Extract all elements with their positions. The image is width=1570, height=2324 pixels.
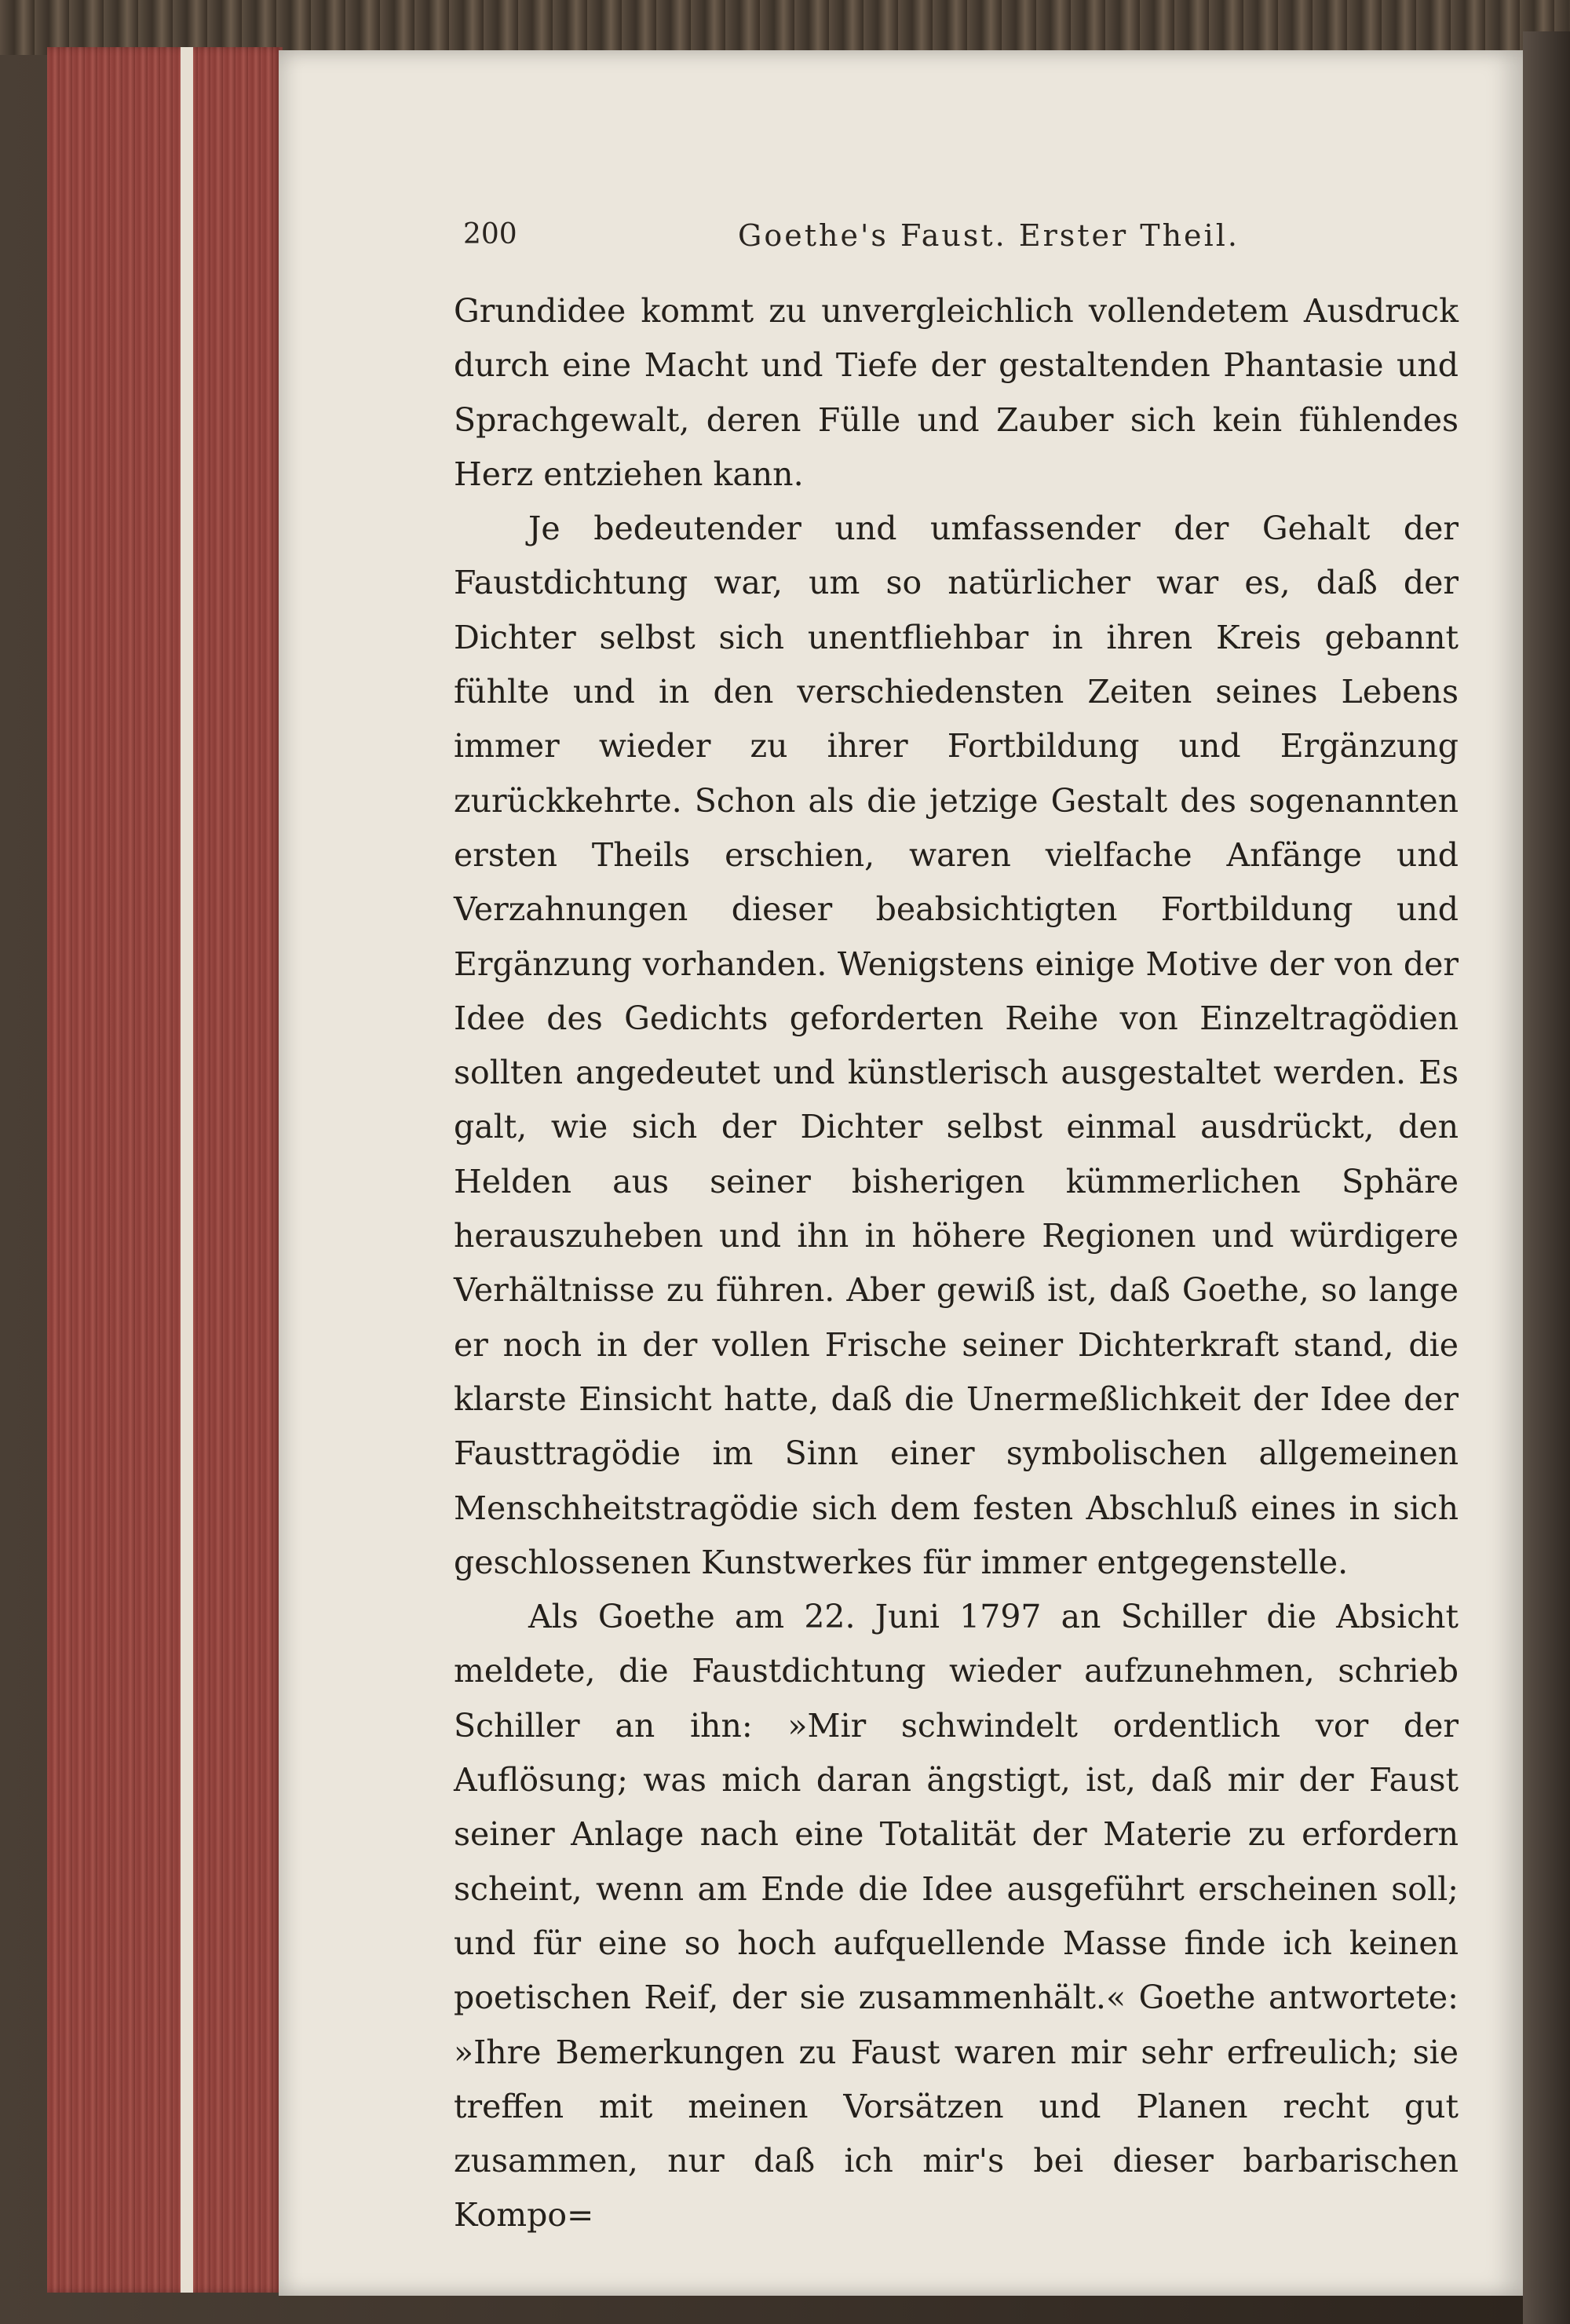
paragraph: Als Goethe am 22. Juni 1797 an Schiller die Absicht meldete, die Faustdichtung wieder aufzunehmen, schrieb Schiller an ihn: »Mir schwindelt ordentlich vor der Auflösung; was mich daran ängstigt, ist, daß mir der Faust seiner Anlage nach eine Totalität der Materie zu erfordern scheint, wenn am Ende die Idee ausgeführt erscheinen soll; und für eine so hoch aufquellende Masse finde ich keinen poetischen Reif, der sie zusammenhält.« Goethe antwortete: »Ihre Bemerkungen zu Faust waren mir sehr erfreulich; sie treffen mit meinen Vorsätzen und Planen recht gut zusammen, nur daß ich mir's bei dieser barbarischen Kompo= (454, 1598, 1459, 2234)
page-edges (47, 47, 283, 2293)
paragraph: Je bedeutender und umfassender der Gehalt der Faustdichtung war, um so natürlicher war es, daß der Dichter selbst sich unentfliehbar in ihren Kreis gebannt fühlte und in den verschiedensten Zeiten seines Lebens immer wieder zu ihrer Fortbildung und Ergänzung zurückkehrte. Schon als die jetzige Gestalt des sogenannten ersten Theils erschien, waren vielfache Anfänge und Verzahnungen dieser beabsichtigten Fortbildung und Ergänzung vorhanden. Wenigstens einige Motive der von der Idee des Gedichts geforderten Reihe von Einzeltragödien sollten angedeutet und künstlerisch ausgestaltet werden. Es galt, wie sich der Dichter selbst einmal ausdrückt, den Helden aus seiner bisherigen kümmerlichen Sphäre herauszuheben und ihn in höhere Regionen und würdigere Verhältnisse zu führen. Aber gewiß ist, daß Goethe, so lange er noch in der vollen Frische seiner Dichterkraft stand, die klarste Einsicht hatte, daß die Unermeßlichkeit der Idee der Fausttragödie im Sinn einer symbolischen allgemeinen Menschheitstragödie sich dem festen Abschluß eines in sich geschlossenen Kunstwerkes für immer entgegenstelle. (454, 510, 1459, 1581)
body-text (454, 284, 1459, 2243)
page-number: 200 (463, 218, 517, 250)
book-cover-right-edge (1523, 31, 1570, 2324)
page-header (463, 218, 1444, 265)
running-title: Goethe's Faust. Erster Theil. (738, 218, 1240, 253)
paragraph: Grundidee kommt zu unvergleichlich vollendetem Ausdruck durch eine Macht und Tiefe der gestaltenden Phantasie und Sprachgewalt, deren Fülle und Zauber sich kein fühlendes Herz entziehen kann. (454, 292, 1459, 493)
page-edge-gap (181, 47, 193, 2293)
